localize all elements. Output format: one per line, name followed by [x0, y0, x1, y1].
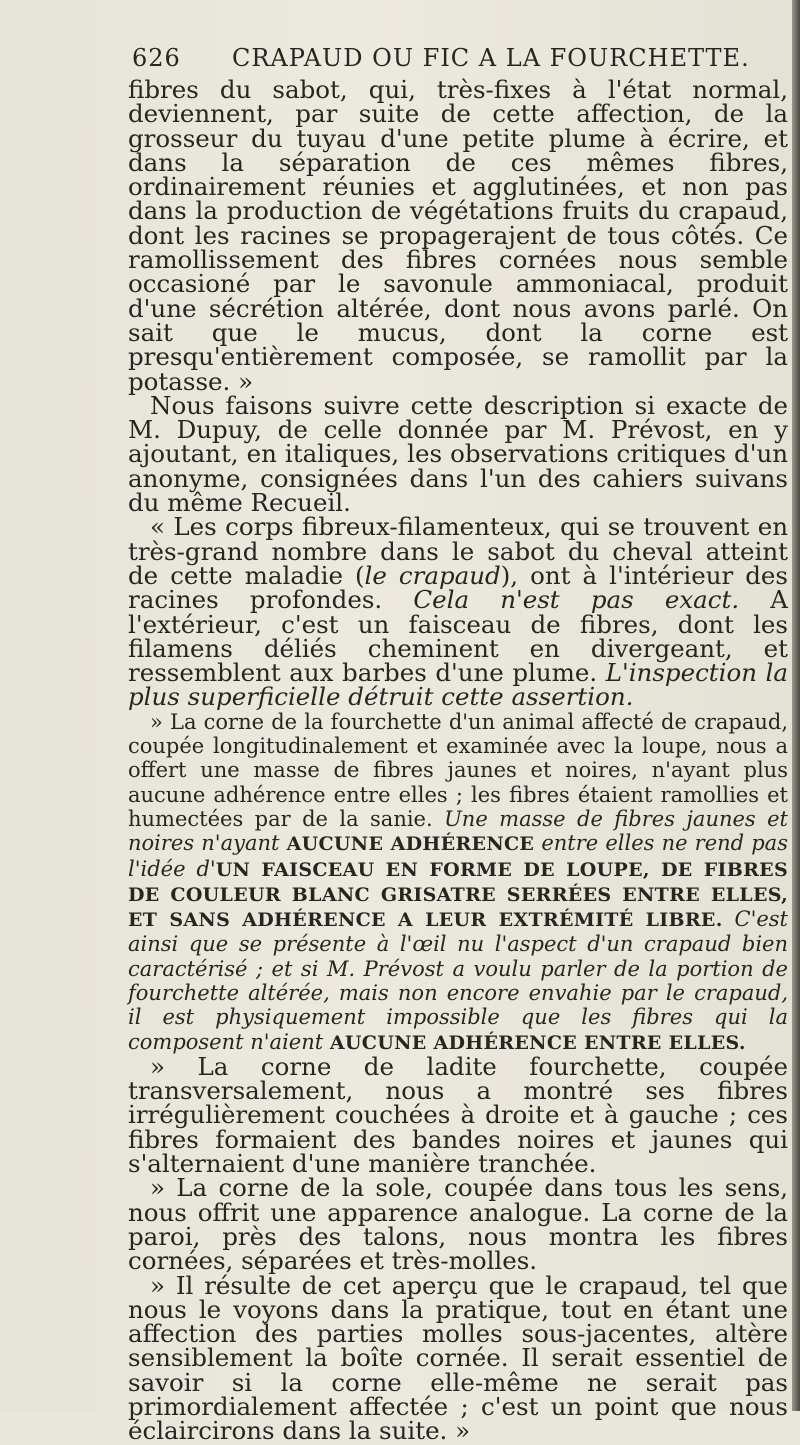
p3-text-2: ), ont à l'intérieur des racines profondes.: [128, 560, 788, 615]
paragraph-5: » La corne de ladite fourchette, coupée transversalement, nous a montré ses fibres irrégulièrement couchées à droite et à gauche ; ces fibres formaient des bandes noires et jaunes qui s'alternaient d'une manière tranchée.: [128, 1051, 788, 1179]
p4-italic-1: Une masse de fibres jaunes et noires n'ayant: [128, 806, 788, 856]
p4-caps-2: UN FAISCEAU EN FORME DE LOUPE, DE FIBRES DE COULEUR BLANC GRISATRE SERRÉES ENTRE ELLES, ET SANS ADHÉRENCE A LEUR EXTRÉMITÉ LIBRE.: [128, 858, 788, 932]
page-number: 626: [132, 44, 181, 72]
book-spine-shadow: [792, 0, 800, 1411]
p3-italic-1: le crapaud: [364, 560, 501, 590]
running-title: CRAPAUD OU FIC A LA FOURCHETTE.: [232, 44, 750, 72]
paragraph-7: » Il résulte de cet aperçu que le crapaud, tel que nous le voyons dans la pratique, tout en étant une affection des parties molles sous-jacentes, altère sensiblement la boîte cornée. Il serait essentiel de savoir si la corne elle-même ne serait pas primordialement affectée ; c'est un point que nous éclaircirons dans la suite. »: [128, 1270, 788, 1445]
p3-italic-3: L'inspection la plus superficielle détruit cette assertion.: [128, 658, 788, 712]
p4-caps-1: AUCUNE ADHÉRENCE: [286, 833, 535, 856]
p4-italic-3: C'est ainsi que se présente à l'œil nu l'aspect d'un crapaud bien caractérisé ; et si M. Prévost a voulu parler de la portion de fourchette altérée, mais non encore envahie par le crapaud, il est physiquement impossible que les fibres qui la composent n'aient: [128, 907, 788, 1054]
page-body: [128, 75, 789, 1445]
p4-caps-3: AUCUNE ADHÉRENCE ENTRE ELLES.: [329, 1031, 746, 1054]
p3-italic-2: Cela n'est pas exact.: [413, 585, 740, 615]
p4-text-1: » La corne de la fourchette d'un animal affecté de crapaud, coupée longitudinalement et examinée avec la loupe, nous a offert une masse de fibres jaunes et noires, n'ayant plus aucune adhérence entre elles ; les fibres étaient ramollies et humectées par de la sanie.: [128, 709, 788, 831]
p4-italic-2: entre elles ne rend pas l'idée d': [128, 831, 788, 881]
paragraph-2: Nous faisons suivre cette description si exacte de M. Dupuy, de celle donnée par M. Prévost, en y ajoutant, en italiques, les observations critiques d'un anonyme, consignées dans l'un des cahiers suivans du même Recueil.: [128, 390, 788, 518]
p3-text-1: « Les corps fibreux-filamenteux, qui se trouvent en très-grand nombre dans le sabot du cheval atteint de cette maladie (: [128, 512, 788, 590]
paragraph-4: [128, 710, 788, 1055]
paragraph-6: » La corne de la sole, coupée dans tous les sens, nous offrit une apparence analogue. La corne de la paroi, près des talons, nous montra les fibres cornées, séparées et très-molles.: [128, 1173, 788, 1276]
paragraph-3: [128, 512, 789, 712]
paragraph-1: fibres du sabot, qui, très-fixes à l'état normal, deviennent, par suite de cette affection, de la grosseur du tuyau d'une petite plume à écrire, et dans la séparation de ces mêmes fibres, ordinairement réunies et agglutinées, et non pas dans la production de végétations fruits du crapaud, dont les racines se propagerajent de tous côtés. Ce ramollissement des fibres cornées nous semble occasioné par le savonule ammoniacal, produit d'une sécrétion altérée, dont nous avons parlé. On sait que le mucus, dont la corne est presqu'entièrement composée, se ramollit par la potasse. »: [128, 75, 788, 396]
running-header: [132, 44, 772, 72]
p3-text-3: A l'extérieur, c'est un faisceau de fibres, dont les filamens déliés cheminent en divergeant, et ressemblent aux barbes d'une plume.: [128, 585, 789, 688]
